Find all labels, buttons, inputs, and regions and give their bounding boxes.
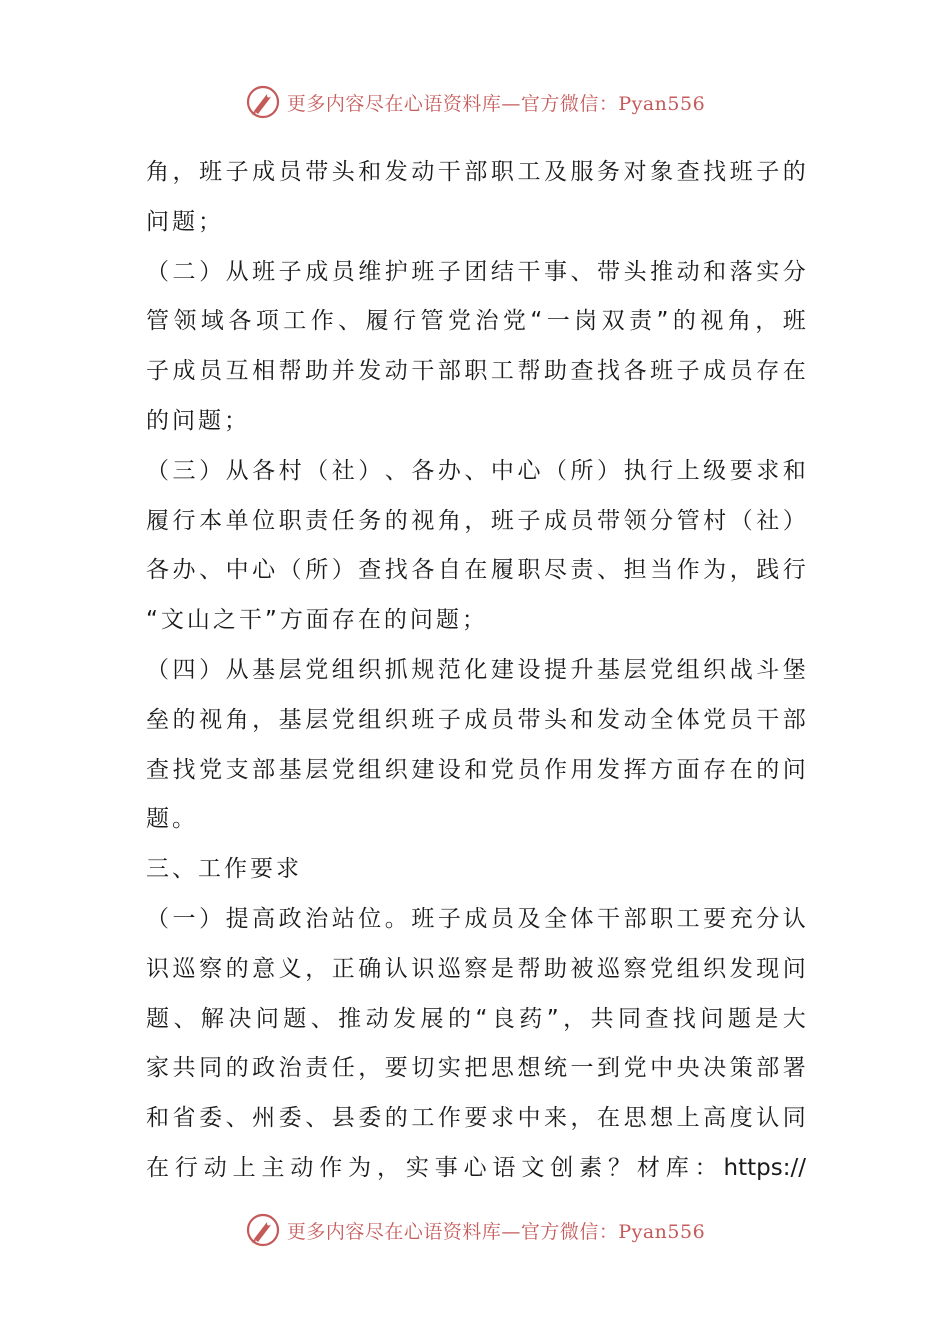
text-line: 角 ， 班 子 成 员 带 头 和 发 动 干 部 职 工 及 服 务 对 象 查 找 班 子 的 bbox=[146, 159, 806, 185]
footer-banner-text: 更多内容尽在心语资料库—官方微信：Pyan556 bbox=[286, 1220, 706, 1243]
text-line: 垒 的 视 角 ， 基 层 党 组 织 班 子 成 员 带 头 和 发 动 全 体 党 员 干 部 bbox=[146, 706, 806, 733]
text-line: “文山之干”方面存在的问题； bbox=[146, 607, 488, 634]
header-banner bbox=[0, 82, 950, 122]
text-line: 查 找 党 支 部 基 层 党 组 织 建 设 和 党 员 作 用 发 挥 方 面 存 在 的 问 bbox=[146, 756, 806, 783]
text-line: 问题； bbox=[146, 208, 224, 235]
text-line: 题。 bbox=[146, 806, 198, 833]
header-banner-text: 更多内容尽在心语资料库—官方微信：Pyan556 bbox=[286, 92, 706, 115]
text-line: 识 巡 察 的 意 义 ， 正 确 认 识 巡 察 是 帮 助 被 巡 察 党 组 织 发 现 问 bbox=[146, 955, 806, 982]
text-line: 题 、 解 决 问 题 、 推 动 发 展 的 “ 良 药 ” ， 共 同 查 找 问 题 是 大 bbox=[146, 1005, 806, 1032]
text-line: （ 一 ） 提 高 政 治 站 位 。 班 子 成 员 及 全 体 干 部 职 工 要 充 分 认 bbox=[146, 905, 806, 932]
pen-logo-icon bbox=[245, 84, 281, 120]
text-line: （ 二 ） 从 班 子 成 员 维 护 班 子 团 结 干 事 、 带 头 推 动 和 落 实 分 bbox=[146, 258, 806, 285]
text-line: 和 省 委 、 州 委 、 县 委 的 工 作 要 求 中 来 ， 在 思 想 上 高 度 认 同 bbox=[146, 1105, 806, 1132]
text-line: 管 领 域 各 项 工 作 、 履 行 管 党 治 党 “ 一 岗 双 责 ” 的 视 角 ， 班 bbox=[146, 308, 806, 335]
text-line: （ 四 ） 从 基 层 党 组 织 抓 规 范 化 建 设 提 升 基 层 党 组 织 战 斗 堡 bbox=[146, 656, 806, 683]
text-line: 的问题； bbox=[146, 407, 250, 434]
text-line: （ 三 ） 从 各 村 （ 社 ） 、 各 办 、 中 心 （ 所 ） 执 行 上 级 要 求 和 bbox=[146, 457, 806, 484]
text-line: 子 成 员 互 相 帮 助 并 发 动 干 部 职 工 帮 助 查 找 各 班 子 成 员 存 在 bbox=[146, 358, 806, 385]
text-line: 家 共 同 的 政 治 责 任 ， 要 切 实 把 思 想 统 一 到 党 中 央 决 策 部 署 bbox=[146, 1055, 806, 1082]
footer-banner bbox=[0, 1210, 950, 1250]
text-line: 履 行 本 单 位 职 责 任 务 的 视 角 ， 班 子 成 员 带 领 分 管 村 （ 社 ） bbox=[146, 507, 806, 534]
text-line: 各 办 、 中 心 （ 所 ） 查 找 各 自 在 履 职 尽 责 、 担 当 作 为 ， 践 行 bbox=[146, 557, 806, 584]
text-line: 三、工作要求 bbox=[146, 856, 302, 883]
pen-logo-icon bbox=[245, 1212, 281, 1248]
document-body bbox=[146, 148, 806, 1194]
text-line: 在 行 动 上 主 动 作 为 ， 实 事 心 语 文 创 素 ？ 材 库 ： https:// bbox=[146, 1154, 806, 1181]
